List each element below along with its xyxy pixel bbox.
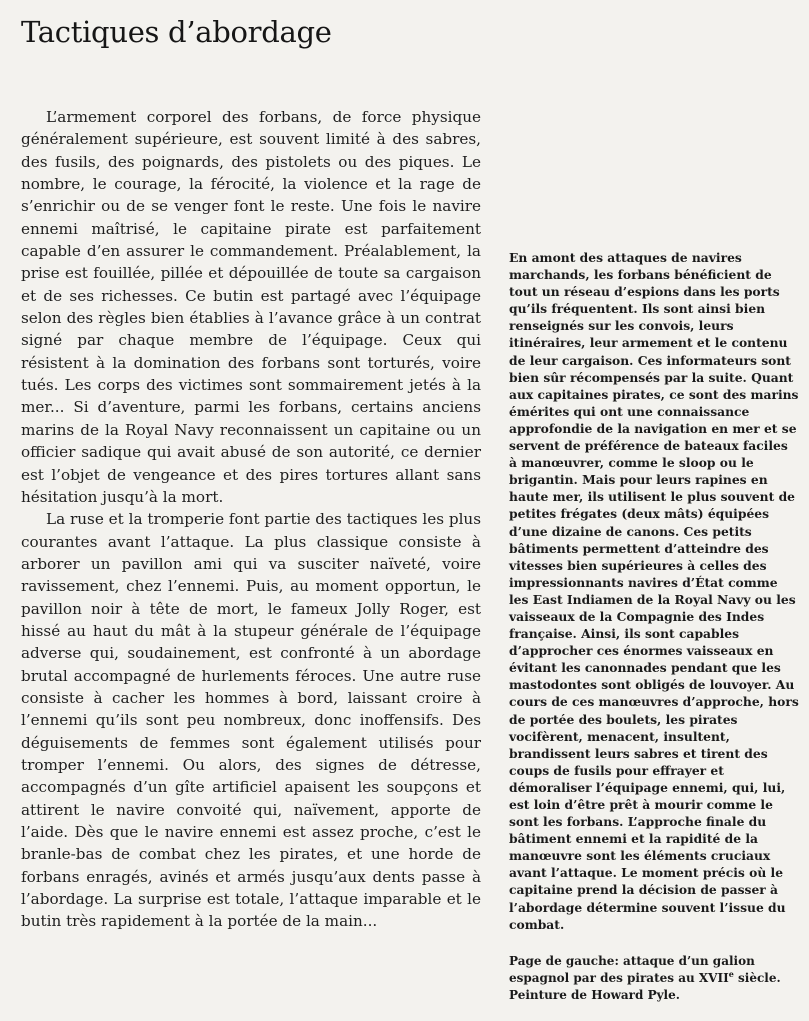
- caption-text-end: siècle. Peinture de Howard Pyle.: [509, 971, 781, 1002]
- image-caption: [509, 953, 801, 1004]
- main-text-column: [21, 106, 481, 933]
- main-paragraph-1: L’armement corporel des forbans, de force physique généralement supérieure, est souvent limité à des sabres, des fusils, des poignards, des pistolets ou des piques. Le nombre, le courage, la férocité, la violence et la rage de s’enrichir ou de se venger font le reste. Une fois le navire ennemi maîtrisé, le capitaine pirate est parfaitement capable d’en assurer le commandement. Préalablement, la prise est fouillée, pillée et dépouillée de toute sa cargaison et de ses richesses. Ce butin est partagé avec l’équipage selon des règles bien établies à l’avance grâce à un contrat signé par chaque membre de l’équipage. Ceux qui résistent à la domination des forbans sont torturés, voire tués. Les corps des victimes sont sommairement jetés à la mer... Si d’aventure, parmi les forbans, certains anciens marins de la Royal Navy reconnaissent un capitaine ou un officier sadique qui avait abusé de son autorité, ce dernier est l’objet de vengeance et des pires tortures allant sans hésitation jusqu’à la mort.: [21, 108, 481, 506]
- page-title: Tactiques d’abordage: [21, 15, 332, 49]
- main-paragraph-2: La ruse et la tromperie font partie des tactiques les plus courantes avant l’attaque. La plus classique consiste à arborer un pavillon ami qui va susciter naïveté, voire ravissement, chez l’ennemi. Puis, au moment opportun, le pavillon noir à tête de mort, le fameux Jolly Roger, est hissé au haut du mât à la stupeur générale de l’équipage adverse qui, soudainement, est confronté à un abordage brutal accompagné de hurlements féroces. Une autre ruse consiste à cacher les hommes à bord, laissant croire à l’ennemi qu’ils sont peu nombreux, donc inoffensifs. Des déguisements de femmes sont également utilisés pour tromper l’ennemi. Ou alors, des signes de détresse, accompagnés d’un gîte artificiel apaisent les soupçons et attirent le navire convoité qui, naïvement, apporte de l’aide. Dès que le navire ennemi est assez proche, c’est le branle-bas de combat chez les pirates, et une horde de forbans enragés, avinés et armés jusqu’aux dents passe à l’abordage. La surprise est totale, l’attaque imparable et le butin très rapidement à la portée de la main...: [21, 510, 481, 931]
- sidebar-column: [509, 249, 799, 933]
- sidebar-paragraph: En amont des attaques de navires marchands, les forbans bénéficient de tout un réseau d’espions dans les ports qu’ils fréquentent. Ils sont ainsi bien renseignés sur les convois, leurs itinéraires, leur armement et le contenu de leur cargaison. Ces informateurs sont bien sûr récompensés par la suite. Quant aux capitaines pirates, ce sont des marins émérites qui ont une connaissance approfondie de la navigation en mer et se servent de préférence de bateaux faciles à manœuvrer, comme le sloop ou le brigantin. Mais pour leurs rapines en haute mer, ils utilisent le plus souvent de petites frégates (deux mâts) équipées d’une dizaine de canons. Ces petits bâtiments permettent d’atteindre des vitesses bien supérieures à celles des impressionnants navires d’État comme les East Indiamen de la Royal Navy ou les vaisseaux de la Compagnie des Indes française. Ainsi, ils sont capables d’approcher ces énormes vaisseaux en évitant les canonnades pendant que les mastodontes sont obligés de louvoyer. Au cours de ces manœuvres d’approche, hors de portée des boulets, les pirates vocifèrent, menacent, insultent, brandissent leurs sabres et tirent des coups de fusils pour effrayer et démoraliser l’équipage ennemi, qui, lui, est loin d’être prêt à mourir comme le sont les forbans. L’approche finale du bâtiment ennemi et la rapidité de la manœuvre sont les éléments cruciaux avant l’attaque. Le moment précis où le capitaine prend la décision de passer à l’abordage détermine souvent l’issue du combat.: [509, 250, 799, 932]
- caption-superscript: e: [728, 969, 734, 979]
- caption-text: Page de gauche: attaque d’un galion espagnol par des pirates au XVII: [509, 954, 755, 985]
